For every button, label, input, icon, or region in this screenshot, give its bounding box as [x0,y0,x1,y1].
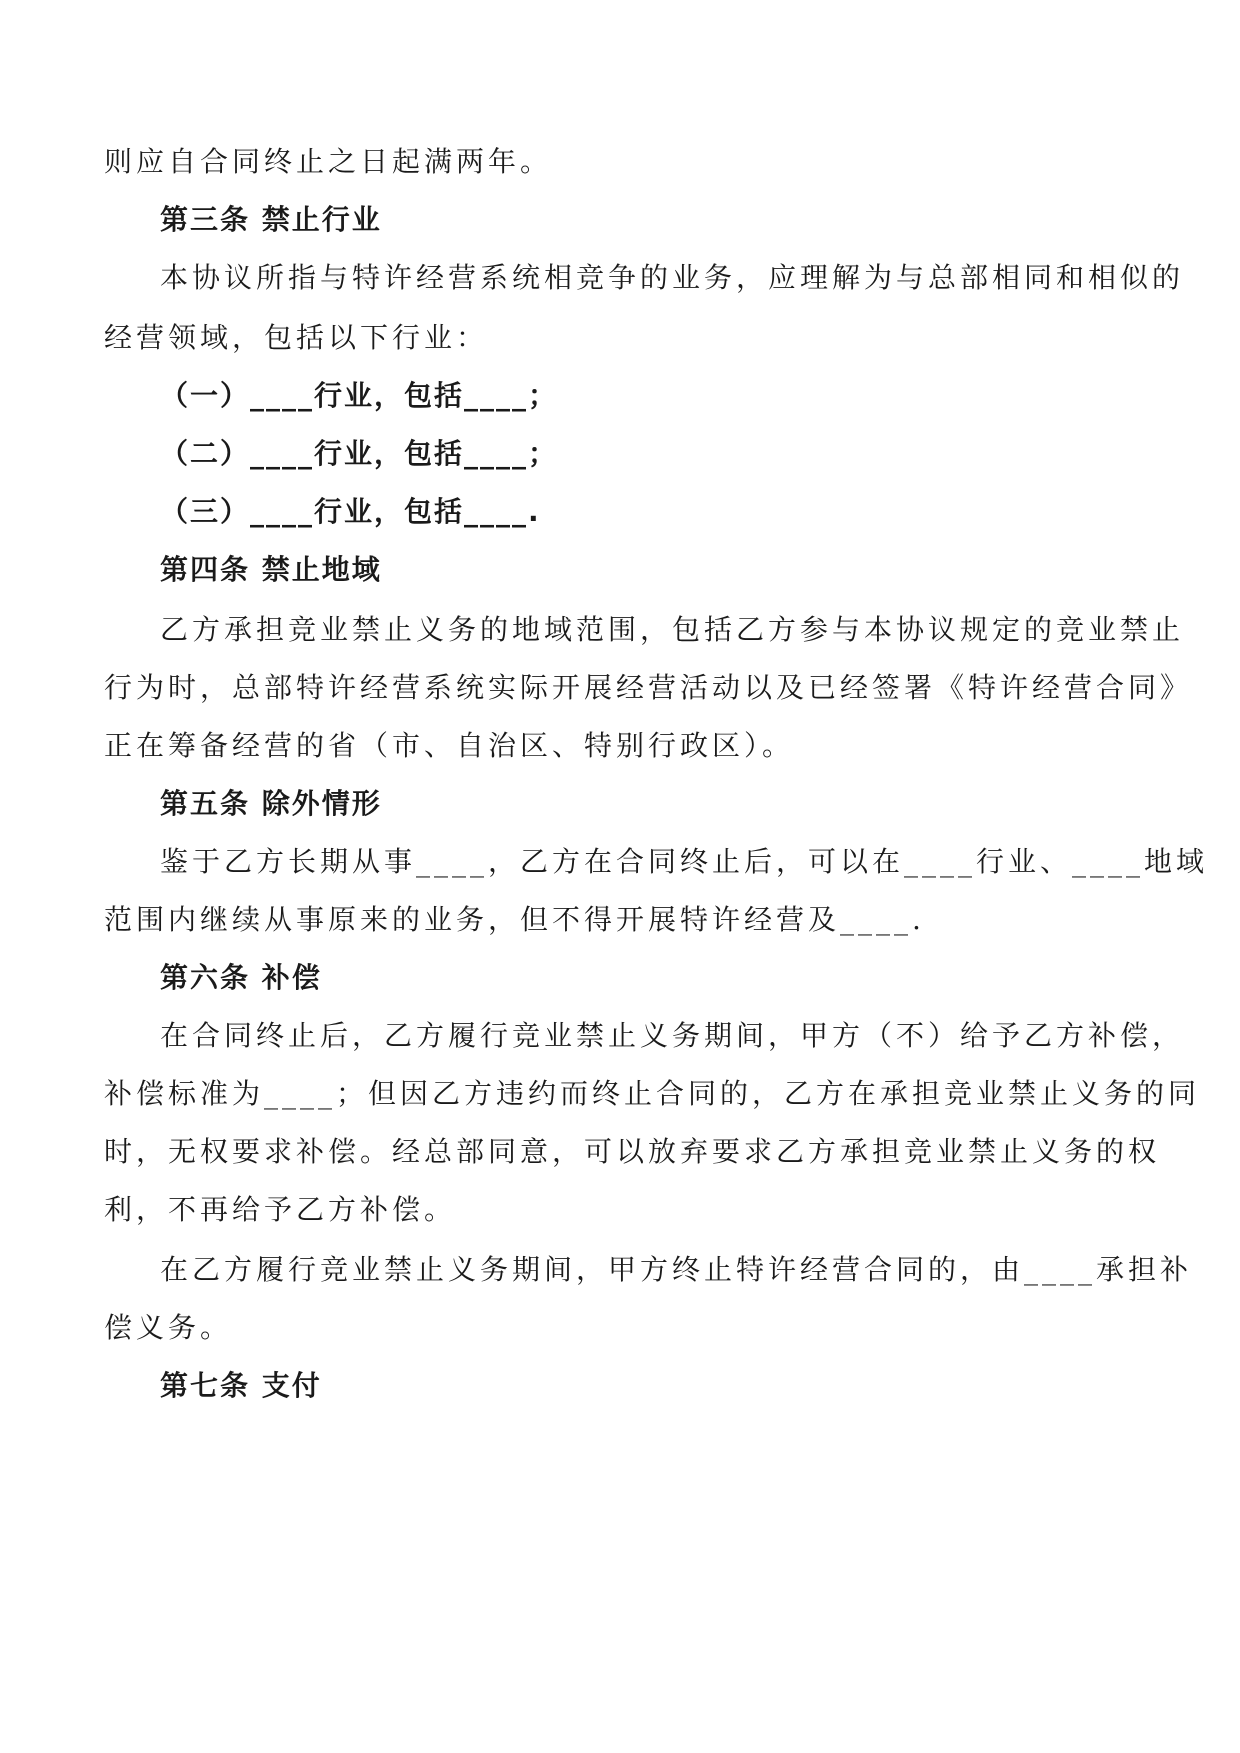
text-line: 乙方承担竞业禁止义务的地域范围，包括乙方参与本协议规定的竞业禁止 [160,613,1185,646]
industry-item-1: （一）____行业，包括____； [160,379,559,412]
text-line: 在合同终止后，乙方履行竞业禁止义务期间，甲方（不）给予乙方补偿， [160,1019,1185,1052]
industry-item-3: （三）____行业，包括____. [160,495,541,528]
text-line: 本协议所指与特许经营系统相竞争的业务，应理解为与总部相同和相似的 [160,261,1185,294]
text-line: 则应自合同终止之日起满两年。 [104,145,553,178]
text-line: 鉴于乙方长期从事____，乙方在合同终止后，可以在____行业、____地域 [160,845,1209,878]
article-5-heading: 第五条 除外情形 [160,787,382,820]
article-6-heading: 第六条 补偿 [160,961,322,994]
text-line: 利，不再给予乙方补偿。 [104,1193,457,1226]
text-line: 补偿标准为____；但因乙方违约而终止合同的，乙方在承担竞业禁止义务的同 [104,1077,1201,1110]
text-line: 经营领域，包括以下行业： [104,321,489,354]
text-line: 时，无权要求补偿。经总部同意，可以放弃要求乙方承担竞业禁止义务的权 [104,1135,1161,1168]
industry-item-2: （二）____行业，包括____； [160,437,559,470]
article-7-heading: 第七条 支付 [160,1369,322,1402]
text-line: 行为时，总部特许经营系统实际开展经营活动以及已经签署《特许经营合同》 [104,671,1193,704]
article-4-heading: 第四条 禁止地域 [160,553,382,586]
text-line: 在乙方履行竞业禁止义务期间，甲方终止特许经营合同的，由____承担补 [160,1253,1193,1286]
text-line: 偿义务。 [104,1311,233,1344]
article-3-heading: 第三条 禁止行业 [160,203,382,236]
text-line: 范围内继续从事原来的业务，但不得开展特许经营及____. [104,903,925,936]
text-line: 正在筹备经营的省（市、自治区、特别行政区）。 [104,729,795,762]
